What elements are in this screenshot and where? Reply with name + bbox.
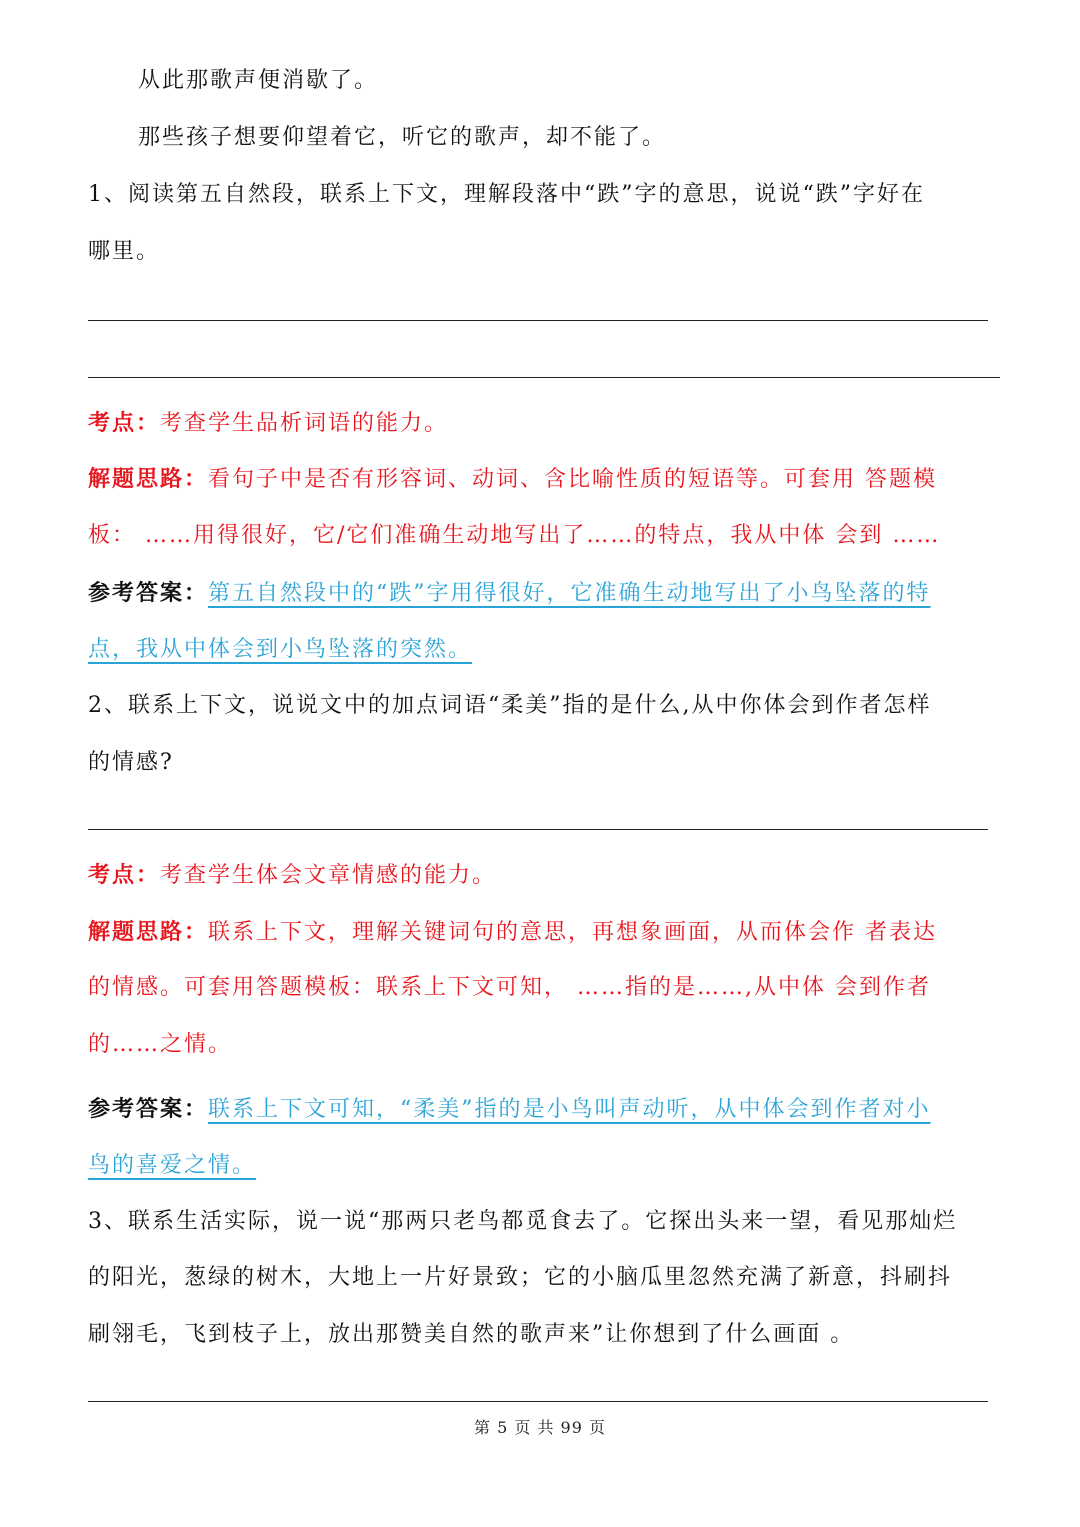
q1-answer — [88, 578, 931, 609]
question-3-text: 3、联系生活实际，说一说“那两只老鸟都觅食去了。它探出头来一望，看见那灿烂 — [88, 1209, 958, 1234]
question-1-text: 1、阅读第五自然段，联系上下文，理解段落中“跌”字的意思，说说“跌”字好在 — [88, 182, 925, 207]
question-2-text: 2、联系上下文，说说文中的加点词语“柔美”指的是什么,从中你体会到作者怎样 — [88, 693, 932, 718]
answer-label: 参考答案： — [88, 1096, 209, 1122]
answer-line — [88, 829, 988, 830]
silu-text: 联系上下文，理解关键词句的意思，再想象画面，从而体会作 者表达 — [208, 920, 938, 945]
silu-label: 解题思路： — [88, 466, 209, 492]
q1-silu-cont: 板： ……用得很好，它/它们准确生动地写出了……的特点，我从中体 会到 …… — [88, 523, 941, 548]
question-2-text-cont: 的情感? — [88, 750, 174, 775]
passage-line: 从此那歌声便消歇了。 — [138, 68, 379, 93]
q1-answer-cont: 点，我从中体会到小鸟坠落的突然。 — [88, 637, 473, 662]
question-1-text-cont: 哪里。 — [88, 239, 161, 264]
question-3-text-cont: 的阳光，葱绿的树木，大地上一片好景致；它的小脑瓜里忽然充满了新意，抖刷抖 — [88, 1265, 953, 1290]
q2-answer-cont: 鸟的喜爱之情。 — [88, 1153, 257, 1178]
answer-line — [88, 320, 988, 321]
silu-text: 看句子中是否有形容词、动词、含比喻性质的短语等。可套用 答题模 — [208, 467, 938, 492]
q2-kaodian — [88, 860, 496, 891]
passage-line: 那些孩子想要仰望着它，听它的歌声，却不能了。 — [138, 125, 667, 150]
q2-silu-cont: 的情感。可套用答题模板：联系上下文可知， ……指的是……,从中体 会到作者 — [88, 975, 931, 1000]
answer-line — [88, 377, 1000, 378]
answer-label: 参考答案： — [88, 580, 209, 606]
page-number: 第 5 页 共 99 页 — [474, 1418, 606, 1437]
q1-silu — [88, 464, 937, 495]
kaodian-label: 考点： — [88, 410, 161, 436]
kaodian-text: 考查学生品析词语的能力。 — [160, 411, 449, 436]
answer-text: 第五自然段中的“跌”字用得很好，它准确生动地写出了小鸟坠落的特 — [208, 581, 931, 606]
q1-kaodian — [88, 408, 448, 439]
kaodian-label: 考点： — [88, 862, 161, 888]
kaodian-text: 考查学生体会文章情感的能力。 — [160, 863, 497, 888]
q2-silu-cont: 的……之情。 — [88, 1032, 233, 1057]
answer-line — [88, 1401, 988, 1402]
silu-label: 解题思路： — [88, 919, 209, 945]
q2-answer — [88, 1094, 931, 1125]
answer-text: 联系上下文可知，“柔美”指的是小鸟叫声动听，从中体会到作者对小 — [208, 1097, 931, 1122]
q2-silu — [88, 917, 937, 948]
question-3-text-cont: 刷翎毛，飞到枝子上，放出那赞美自然的歌声来”让你想到了什么画面 。 — [88, 1322, 855, 1347]
